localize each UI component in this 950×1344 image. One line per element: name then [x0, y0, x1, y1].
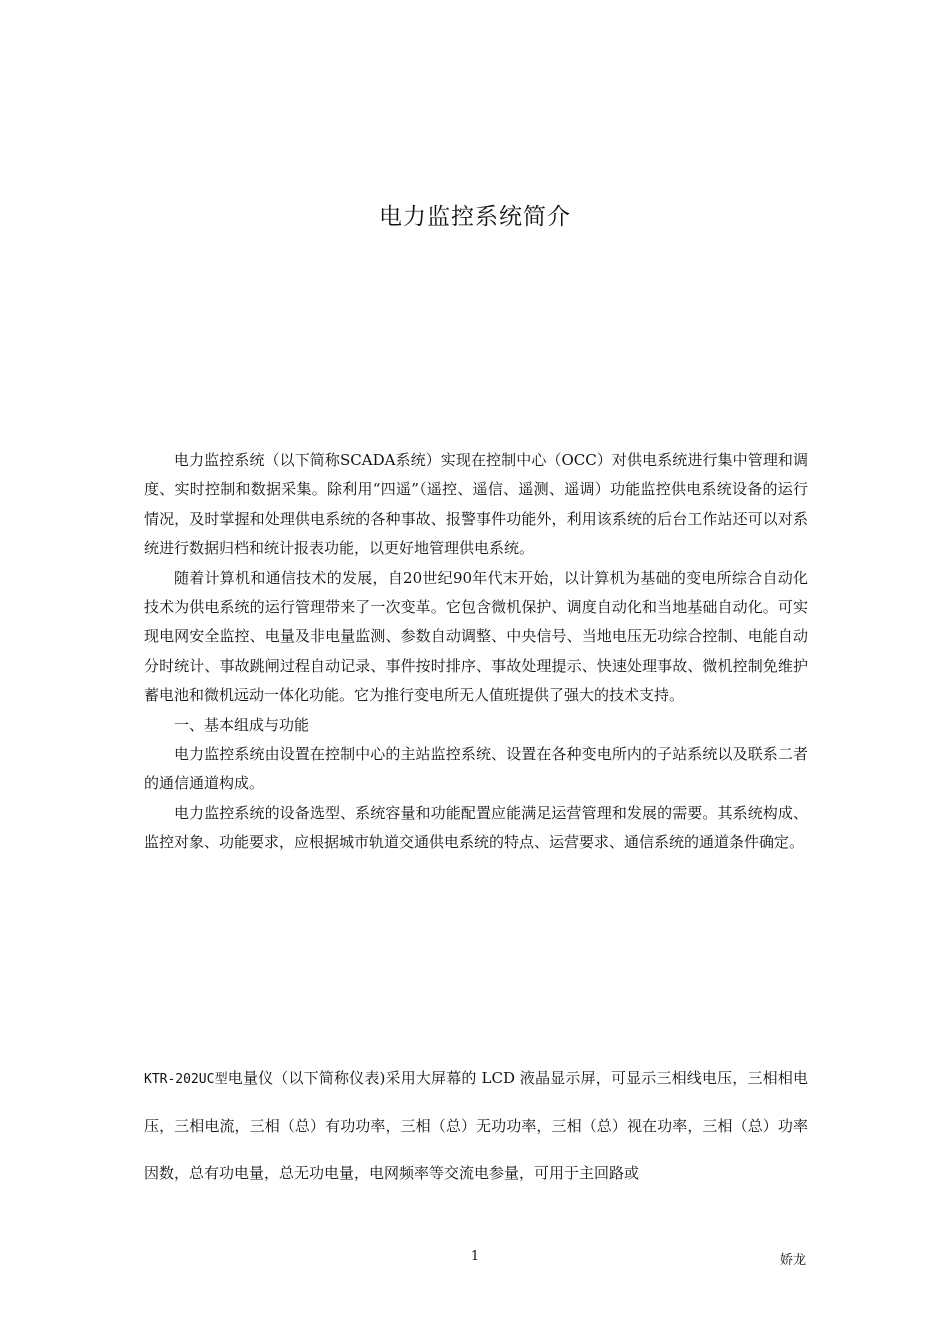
page-number: 1	[470, 1249, 480, 1264]
meter-description	[144, 1055, 808, 1197]
paragraph-equipment-selection: 电力监控系统的设备选型、系统容量和功能配置应能满足运营管理和发展的需要。其系统构成、监控对象、功能要求，应根据城市轨道交通供电系统的特点、运营要求、通信系统的通道条件确定。	[144, 803, 808, 852]
document-title: 电力监控系统简介	[379, 204, 571, 230]
meter-model-lead: KTR-202UC型	[144, 1072, 228, 1087]
paragraph-system-composition: 电力监控系统由设置在控制中心的主站监控系统、设置在各种变电所内的子站系统以及联系二者的通信通道构成。	[144, 745, 808, 793]
footer-author: 娇龙	[779, 1253, 806, 1268]
paragraph-automation-history: 随着计算机和通信技术的发展，自20世纪90年代末开始，以计算机为基础的变电所综合自动化技术为供电系统的运行管理带来了一次变革。它包含微机保护、调度自动化和当地基础自动化。可实现电网安全监控、电量及非电量监测、参数自动调整、中央信号、当地电压无功综合控制、电能自动分时统计、事故跳闸过程自动记录、事件按时排序、事故处理提示、快速处理事故、微机控制免维护蓄电池和微机远动一体化功能。它为推行变电所无人值班提供了强大的技术支持。	[144, 568, 808, 705]
section-heading-basic-composition: 一、基本组成与功能	[174, 715, 310, 734]
paragraph-scada-intro: 电力监控系统（以下简称SCADA系统）实现在控制中心（OCC）对供电系统进行集中管理和调度、实时控制和数据采集。除利用“四遥”（遥控、遥信、遥测、遥调）功能监控供电系统设备的运行情况，及时掌握和处理供电系统的各种事故、报警事件功能外，利用该系统的后台工作站还可以对系统进行数据归档和统计报表功能，以更好地管理供电系统。	[144, 451, 808, 558]
body-text	[144, 446, 808, 858]
meter-description-text: 电量仪（以下简称仪表)采用大屏幕的 LCD 液晶显示屏，可显示三相线电压，三相相电压，三相电流，三相（总）有功功率，三相（总）无功功率，三相（总）视在功率，三相（总）功率因数，总有功电量，总无功电量，电网频率等交流电参量，可用于主回路或	[144, 1069, 808, 1182]
